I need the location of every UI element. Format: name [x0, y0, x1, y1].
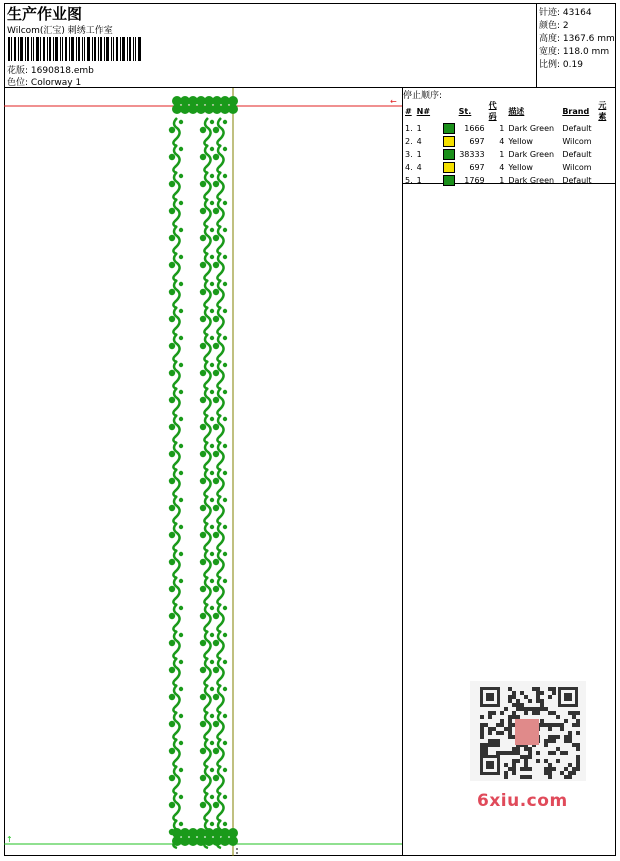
- vine-bead: [210, 714, 214, 718]
- vine-bead: [223, 201, 227, 205]
- vine-bead: [169, 613, 175, 619]
- vine-bead: [169, 181, 175, 187]
- row-description: Dark Green: [508, 176, 555, 185]
- row-description: Dark Green: [508, 150, 555, 159]
- vine-bead: [200, 748, 206, 754]
- colorway-line: [7, 75, 81, 88]
- vine-bead: [223, 525, 227, 529]
- stat-scale: [539, 57, 583, 70]
- row-index: 2.: [405, 137, 413, 146]
- vine-bead: [169, 667, 175, 673]
- row-stitches: 1769: [464, 176, 485, 185]
- row-stitches: 38333: [459, 150, 485, 159]
- vine-bead: [179, 795, 183, 799]
- vine-bead: [169, 262, 175, 268]
- vine-bead: [210, 579, 214, 583]
- vine-bead: [213, 532, 219, 538]
- vine-bead: [179, 282, 183, 286]
- vine-bead: [169, 748, 175, 754]
- vine-bead: [179, 768, 183, 772]
- vine-bead: [223, 741, 227, 745]
- vine-bead: [213, 397, 219, 403]
- row-stitches: 697: [469, 137, 485, 146]
- vine-bead: [213, 154, 219, 160]
- vine-bead: [169, 478, 175, 484]
- vine-bead: [223, 120, 227, 124]
- vine-bead: [200, 694, 206, 700]
- color-swatch: [443, 123, 455, 134]
- row-swatch: [441, 122, 457, 135]
- row-swatch: [441, 135, 457, 148]
- vine-bead: [200, 532, 206, 538]
- stat-label: 高度:: [539, 34, 561, 44]
- vine-bead: [213, 640, 219, 646]
- stat-label: 宽度:: [539, 47, 561, 57]
- vine-bead: [223, 795, 227, 799]
- row-description: Yellow: [508, 137, 533, 146]
- row-brand: Wilcom: [562, 163, 592, 172]
- vine-bead: [223, 444, 227, 448]
- vine-bead: [213, 478, 219, 484]
- row-index: 1.: [405, 124, 413, 133]
- vine-bead: [200, 343, 206, 349]
- stop-sequence-panel: [403, 88, 616, 184]
- vine-bead: [213, 316, 219, 322]
- stat-label: 比例:: [539, 60, 561, 70]
- vine-bead: [210, 471, 214, 475]
- vine-bead: [213, 802, 219, 808]
- vine-bead: [223, 228, 227, 232]
- vine-bead: [213, 721, 219, 727]
- vine-bead: [213, 424, 219, 430]
- vine-bead: [223, 363, 227, 367]
- vine-bead: [179, 336, 183, 340]
- vine-bead: [169, 586, 175, 592]
- vine-bead: [223, 174, 227, 178]
- vine-bead: [179, 633, 183, 637]
- qr-code-icon: [470, 681, 586, 781]
- vine-bead: [179, 822, 183, 826]
- vine-bead: [210, 606, 214, 610]
- vine-bead: [213, 559, 219, 565]
- vine-bead: [179, 741, 183, 745]
- vine-bead: [200, 397, 206, 403]
- vine-bead: [223, 633, 227, 637]
- table-row: [403, 161, 616, 174]
- vine-bead: [179, 444, 183, 448]
- vine-bead: [213, 505, 219, 511]
- vine-bead: [179, 228, 183, 232]
- vine-bead: [213, 181, 219, 187]
- vine-bead: [169, 451, 175, 457]
- company-name: Wilcom(汇宝) 刺绣工作室: [7, 26, 113, 36]
- vine-bead: [200, 478, 206, 484]
- vine-bead: [179, 363, 183, 367]
- vine-bead: [210, 255, 214, 259]
- vine-bead: [210, 174, 214, 178]
- page-title: 生产作业图: [7, 5, 83, 23]
- vine-bead: [223, 606, 227, 610]
- vine-bead: [169, 235, 175, 241]
- vine-bead: [213, 451, 219, 457]
- vine-bead: [210, 525, 214, 529]
- vine-bead: [210, 228, 214, 232]
- vine-bead: [169, 721, 175, 727]
- vine-bead: [210, 363, 214, 367]
- vine-bead: [223, 336, 227, 340]
- vine-bead: [200, 370, 206, 376]
- vine-bead: [213, 127, 219, 133]
- vine-bead: [169, 316, 175, 322]
- vine-bead: [179, 120, 183, 124]
- row-stitches: 1666: [464, 124, 485, 133]
- vine-bead: [210, 660, 214, 664]
- vine-bead: [213, 370, 219, 376]
- embroidery-preview: [4, 88, 402, 856]
- vine-bead: [179, 147, 183, 151]
- design-preview: [4, 88, 403, 856]
- color-swatch: [443, 136, 455, 147]
- row-code: 1: [499, 150, 505, 159]
- row-element: [596, 161, 616, 174]
- vine-bead: [223, 714, 227, 718]
- col-brand: Brand: [562, 106, 590, 116]
- vine-bead: [169, 127, 175, 133]
- vine-bead: [223, 147, 227, 151]
- vine-bead: [179, 714, 183, 718]
- row-code: 1: [499, 124, 505, 133]
- vine-bead: [169, 154, 175, 160]
- vine-bead: [200, 262, 206, 268]
- vine-bead: [223, 309, 227, 313]
- vine-bead: [179, 552, 183, 556]
- header-panel: [4, 3, 537, 88]
- vine-bead: [228, 836, 238, 846]
- vine-bead: [210, 444, 214, 448]
- vine-bead: [200, 667, 206, 673]
- vine-bead: [223, 822, 227, 826]
- color-swatch: [443, 162, 455, 173]
- table-row: [403, 174, 616, 187]
- vine-bead: [200, 289, 206, 295]
- vine-bead: [179, 417, 183, 421]
- row-swatch: [441, 174, 457, 187]
- table-header-row: [403, 100, 616, 122]
- vine-bead: [223, 390, 227, 394]
- vine-bead: [210, 633, 214, 637]
- vine-bead: [169, 559, 175, 565]
- color-swatch: [443, 149, 455, 160]
- vine-bead: [200, 451, 206, 457]
- stat-height: [539, 31, 615, 44]
- row-index: 4.: [405, 163, 413, 172]
- vine-bead: [200, 154, 206, 160]
- vine-bead: [200, 559, 206, 565]
- vine-bead: [223, 255, 227, 259]
- barcode-icon: [8, 37, 142, 61]
- vine-bead: [223, 552, 227, 556]
- stat-value: 1367.6 mm: [562, 34, 615, 44]
- vine-bead: [210, 282, 214, 286]
- vine-bead: [210, 768, 214, 772]
- color-swatch: [443, 175, 455, 186]
- vine-bead: [169, 289, 175, 295]
- vine-bead: [213, 667, 219, 673]
- vine-bead: [179, 174, 183, 178]
- colorway-label: 色位:: [7, 78, 29, 88]
- stat-value: 2: [562, 21, 569, 31]
- vine-bead: [210, 822, 214, 826]
- vine-bead: [210, 309, 214, 313]
- vine-bead: [213, 262, 219, 268]
- table-row: [403, 148, 616, 161]
- vine-bead: [200, 424, 206, 430]
- vine-bead: [179, 660, 183, 664]
- vine-bead: [213, 235, 219, 241]
- vine-bead: [228, 104, 238, 114]
- row-needle: 4: [416, 137, 422, 146]
- row-brand: Default: [562, 124, 592, 133]
- watermark-text: 6xiu.com: [477, 791, 568, 811]
- vine-bead: [210, 552, 214, 556]
- vine-bead: [210, 741, 214, 745]
- col-code: 代码: [488, 101, 497, 121]
- design-file-value: 1690818.emb: [30, 66, 94, 76]
- vine-bead: [169, 694, 175, 700]
- row-swatch: [441, 161, 457, 174]
- vine-bead: [213, 208, 219, 214]
- row-swatch: [441, 148, 457, 161]
- vine-bead: [223, 498, 227, 502]
- vine-bead: [200, 208, 206, 214]
- colorway-value: Colorway 1: [30, 78, 82, 88]
- vine-bead: [179, 255, 183, 259]
- vine-bead: [213, 289, 219, 295]
- vine-bead: [213, 613, 219, 619]
- vine-bead: [200, 613, 206, 619]
- vine-bead: [213, 343, 219, 349]
- vine-bead: [169, 424, 175, 430]
- vine-bead: [213, 775, 219, 781]
- col-index: #: [405, 106, 412, 116]
- row-code: 4: [499, 163, 505, 172]
- row-index: 5.: [405, 176, 413, 185]
- row-element: [596, 135, 616, 148]
- vine-bead: [213, 694, 219, 700]
- vine-bead: [223, 417, 227, 421]
- table-row: [403, 135, 616, 148]
- stat-value: 0.19: [562, 60, 583, 70]
- vine-bead: [179, 390, 183, 394]
- vine-bead: [223, 768, 227, 772]
- vine-bead: [210, 795, 214, 799]
- vine-bead: [210, 147, 214, 151]
- vine-bead: [200, 235, 206, 241]
- col-description: 描述: [508, 106, 525, 116]
- vine-bead: [210, 120, 214, 124]
- vine-bead: [169, 775, 175, 781]
- stats-panel: [537, 3, 616, 88]
- row-index: 3.: [405, 150, 413, 159]
- row-element: [596, 174, 616, 187]
- stat-value: 118.0 mm: [562, 47, 610, 57]
- row-needle: 1: [416, 124, 422, 133]
- vine-bead: [200, 802, 206, 808]
- col-stitches: St.: [458, 106, 472, 116]
- vine-bead: [200, 505, 206, 511]
- col-needle: N#: [416, 106, 431, 116]
- row-stitches: 697: [469, 163, 485, 172]
- vine-bead: [169, 370, 175, 376]
- row-element: [596, 122, 616, 135]
- vine-bead: [213, 748, 219, 754]
- vine-bead: [223, 687, 227, 691]
- vine-bead: [200, 775, 206, 781]
- vine-bead: [223, 282, 227, 286]
- vine-bead: [200, 721, 206, 727]
- stat-label: 颜色:: [539, 21, 561, 31]
- vine-bead: [213, 586, 219, 592]
- stat-width: [539, 44, 609, 57]
- vine-bead: [169, 532, 175, 538]
- vine-bead: [179, 525, 183, 529]
- embroidery-pattern: [169, 96, 238, 848]
- design-file-label: 花版:: [7, 66, 29, 76]
- vine-bead: [200, 829, 206, 835]
- vine-bead: [169, 343, 175, 349]
- vine-bead: [179, 579, 183, 583]
- vine-bead: [179, 606, 183, 610]
- col-element: 元素: [598, 101, 607, 121]
- vine-bead: [210, 390, 214, 394]
- vine-bead: [210, 417, 214, 421]
- top-arrow-icon: ←: [390, 97, 397, 106]
- vine-bead: [200, 316, 206, 322]
- vine-bead: [179, 687, 183, 691]
- row-needle: 1: [416, 150, 422, 159]
- vine-bead: [179, 498, 183, 502]
- vine-bead: [169, 640, 175, 646]
- row-description: Yellow: [508, 163, 533, 172]
- vine-bead: [200, 181, 206, 187]
- row-brand: Wilcom: [562, 137, 592, 146]
- vine-bead: [200, 586, 206, 592]
- vine-bead: [223, 660, 227, 664]
- stat-label: 针迹:: [539, 8, 561, 18]
- row-brand: Default: [562, 176, 592, 185]
- vine-bead: [169, 397, 175, 403]
- vine-bead: [169, 829, 175, 835]
- row-needle: 1: [416, 176, 422, 185]
- vine-bead: [179, 471, 183, 475]
- row-code: 1: [499, 176, 505, 185]
- vine-bead: [223, 471, 227, 475]
- row-needle: 4: [416, 163, 422, 172]
- stat-value: 43164: [562, 8, 592, 18]
- vine-bead: [210, 498, 214, 502]
- vine-bead: [223, 579, 227, 583]
- stat-stitches: [539, 5, 592, 18]
- vine-bead: [169, 208, 175, 214]
- vine-bead: [169, 505, 175, 511]
- row-code: 4: [499, 137, 505, 146]
- col-swatch: [441, 100, 457, 122]
- vine-bead: [169, 802, 175, 808]
- row-brand: Default: [562, 150, 592, 159]
- vine-bead: [200, 640, 206, 646]
- vine-bead: [200, 127, 206, 133]
- table-row: [403, 122, 616, 135]
- row-description: Dark Green: [508, 124, 555, 133]
- vine-bead: [213, 829, 219, 835]
- vine-bead: [179, 309, 183, 313]
- vine-bead: [179, 201, 183, 205]
- stop-sequence-table: [403, 100, 616, 187]
- row-element: [596, 148, 616, 161]
- stop-sequence-title: 停止顺序:: [403, 91, 443, 101]
- stat-colors: [539, 18, 569, 31]
- vine-bead: [210, 336, 214, 340]
- bottom-arrow-icon: ↑: [6, 835, 13, 844]
- vine-bead: [210, 201, 214, 205]
- vine-bead: [210, 687, 214, 691]
